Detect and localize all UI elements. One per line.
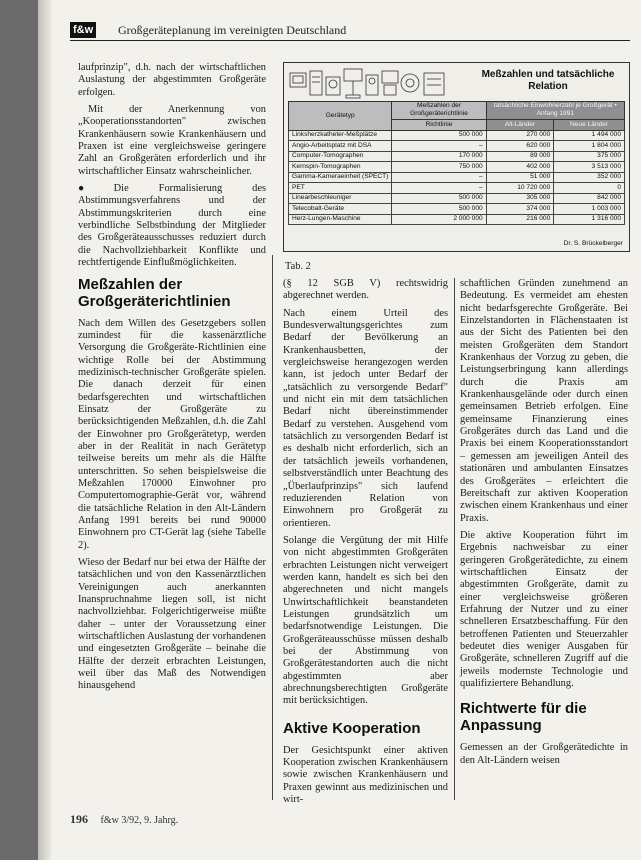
mid-paragraph-1: (§ 12 SGB V) rechtswidrig abgerechnet werden. xyxy=(283,278,448,302)
right-paragraph-3: Gemessen an der Großgerätedichte in den Alt-Ländern weisen xyxy=(460,742,628,766)
cell-device: Angio-Arbeitsplatz mit DSA xyxy=(289,141,392,152)
right-column xyxy=(460,278,628,772)
left-paragraph-1: laufprinzip", d.h. nach der wirtschaftlichen Auslastung der abgestimmten Großgeräte erfolgen. xyxy=(78,62,266,98)
running-header xyxy=(70,22,630,41)
page-spine xyxy=(38,0,52,860)
col-header-alt: Alt-Länder xyxy=(486,119,554,130)
section-heading-kooperation: Aktive Kooperation xyxy=(283,719,421,737)
cell-device: Linksherzkatheter-Meßplätze xyxy=(289,130,392,141)
table-credit: Dr. S. Brückelberger xyxy=(563,240,623,247)
left-paragraph-2: Mit der Anerkennung von „Kooperationsstandorten" zwischen Krankenhäusern sowie Krankenhäusern und Praxen ist eine vergleichsweise geringere Zahl an Großgeräten erforderlich und ihr wirtschaftlicher Einsatz wahrscheinlicher. xyxy=(78,104,266,177)
cell-alt: 620 000 xyxy=(486,141,554,152)
cell-alt: 305 000 xyxy=(486,193,554,204)
col-header-neu: Neue Länder xyxy=(554,119,625,130)
issue-info: f&w 3/92, 9. Jahrg. xyxy=(100,815,179,826)
table-row xyxy=(289,151,625,162)
table-row xyxy=(289,183,625,194)
cell-alt: 89 000 xyxy=(486,151,554,162)
cell-neu: 352 000 xyxy=(554,172,625,183)
table-row xyxy=(289,172,625,183)
table-row xyxy=(289,193,625,204)
cell-neu: 842 000 xyxy=(554,193,625,204)
middle-column xyxy=(283,278,448,811)
cell-rl: 500 000 xyxy=(392,193,486,204)
left-paragraph-3 xyxy=(78,183,266,269)
right-paragraph-1: schaftlichen Gründen zunehmend an Bedeutung. Es vermeidet am ehesten nicht bedarfsgerechte Großgeräte. Bei Einzelstandorten in Flächenstaaten ist aus der Sicht des Patienten bei den meisten Großgeräten dem Standort Krankenhaus der Vorzug zu geben, die Leistungserbringung kann allerdings durch die Praxis am Krankenhausgelände oder durch einen gemeinsamen Betrieb erfolgen. Eine gemeinsame Finanzierung eines Großgerätes durch das Land und die Praxis bei einem Kooperationsstandort – gemessen am jeweiligen Anteil des stationären und ambulanten Einsatzes des Großgerätes – erleichtert die Bereitschaft zur aktiven Kooperation zwischen einem Krankenhaus und einer Praxis. xyxy=(460,278,628,524)
cell-device: Herz-Lungen-Maschine xyxy=(289,214,392,225)
table-row xyxy=(289,204,625,215)
left-paragraph-5: Wieso der Bedarf nur bei etwa der Hälfte der tatsächlichen und von den Kassenärztlichen Vereinigungen auch anerkannten Inanspruchnahme liegen soll, ist nicht nachvollziehbar. Folgerichtigerweise müßte daher – unter der Voraussetzung einer wirtschaftlichen Auslastung der vorhandenen und eingesetzten Großgeräte – beinahe die Hälfte der derzeit erbrachten Leistungen, weil über das Maß des Notwendigen hinausgehend xyxy=(78,557,266,692)
cell-alt: 10 720 000 xyxy=(486,183,554,194)
cell-device: Computer-Tomographen xyxy=(289,151,392,162)
data-table xyxy=(288,101,625,225)
column-rule-left xyxy=(272,255,273,800)
mid-paragraph-2: Nach einem Urteil des Bundesverwaltungsgerichtes zum Bedarf der Bevölkerung an Krankenhausbetten, der vergleichsweise herangezogen werden kann, ist jedoch unter Bedarf der „tatsächlich zu versorgende Bedarf" und nicht ein mit dem tatsächlichen Bedarf nicht übereinstimmender Bedarf zu verstehen. Ausgehend vom tatsächlich zu versorgenden Bedarf ist es deshalb nicht erforderlich, sich an der tatsächlich jeweils vorhandenen, selbstverständlich unter Beachtung des „Überlaufprinzips" sich laufend reduzierenden Relation von Einwohnern pro Großgerät zu orientieren. xyxy=(283,307,448,529)
cell-alt: 402 000 xyxy=(486,162,554,173)
column-rule-right xyxy=(454,278,455,800)
cell-alt: 51 000 xyxy=(486,172,554,183)
mid-paragraph-4: Der Gesichtspunkt einer aktiven Kooperation zwischen Krankenhäusern sowie zwischen Krankenhäusern und Praxen gewinnt aus medizinischen und wirt- xyxy=(283,744,448,806)
cell-alt: 374 000 xyxy=(486,204,554,215)
cell-device: Kernspin-Tomographen xyxy=(289,162,392,173)
cell-neu: 0 xyxy=(554,183,625,194)
journal-logo: f&w xyxy=(70,22,96,38)
cell-neu: 1 003 000 xyxy=(554,204,625,215)
cell-rl: – xyxy=(392,141,486,152)
cell-neu: 3 513 000 xyxy=(554,162,625,173)
right-paragraph-2: Die aktive Kooperation führt im Ergebnis nachweisbar zu einer geringeren Großgerätedichte, zu einem wirtschaftlichen Einsatz der abgestimmten Großgeräte, damit zu einer vergleichsweise größeren Erfahrung der Nutzer und zu einer schnelleren Ersatzbeschaffung. Für den betroffenen Patienten und Steuerzahler bedeutet dies weniger Ausgaben für Großgeräte, schnelleren Zugriff auf die jeweils modernste Technologie und qualifiziertere Behandlung. xyxy=(460,529,628,689)
cell-neu: 1 316 000 xyxy=(554,214,625,225)
mid-paragraph-3: Solange die Vergütung der mit Hilfe von nicht abgestimmten Großgeräten erbrachten Leistungen nicht verweigert werden kann, handelt es sich bei den abgerechneten und nicht mangels Unwirtschaftlichkeit beanstandeten Leistungen grundsätzlich um bedarfsnotwendige Leistungen. Die Großgeräteausschüsse müssen deshalb bei der Abstimmung von Großgerätestandorten auch die nicht abgestimmten aber abrechnungsberechtigten Großgeräte mit berücksichtigen. xyxy=(283,534,448,707)
col-header-richtlinie: Richtlinie xyxy=(392,119,486,130)
table-title: Meßzahlen und tatsächliche Relation xyxy=(481,69,615,92)
cell-device: PET xyxy=(289,183,392,194)
cell-neu: 1 804 000 xyxy=(554,141,625,152)
section-heading-richtwerte: Richtwerte für die Anpassung xyxy=(460,700,587,735)
cell-rl: 750 000 xyxy=(392,162,486,173)
bullet-icon: ● xyxy=(78,183,112,195)
table-row xyxy=(289,214,625,225)
left-column xyxy=(78,62,266,698)
cell-rl: 170 000 xyxy=(392,151,486,162)
cell-rl: 2 000 000 xyxy=(392,214,486,225)
left-paragraph-3-text: Die Formalisierung des Abstimmungsverfahrens und der Abstimmungskriterien durch eine verbindliche Selbstbindung der Mitglieder des Großgeräteausschusses reduziert durch die Nachvollziehbarkeit Konflikte und rechtfertigende Einflußmöglichkeiten. xyxy=(78,183,266,269)
running-title: Großgeräteplanung im vereinigten Deutschland xyxy=(118,23,347,37)
cell-rl: 500 000 xyxy=(392,204,486,215)
medical-devices-illustration xyxy=(288,67,448,101)
cell-alt: 216 000 xyxy=(486,214,554,225)
col-header-device: Gerätetyp xyxy=(289,102,392,131)
table-caption: Tab. 2 xyxy=(285,261,311,272)
page-footer xyxy=(70,812,178,827)
table-row xyxy=(289,130,625,141)
cell-device: Linearbeschleuniger xyxy=(289,193,392,204)
cell-device: Telecobalt-Geräte xyxy=(289,204,392,215)
table-row xyxy=(289,162,625,173)
table-row xyxy=(289,141,625,152)
cell-neu: 375 000 xyxy=(554,151,625,162)
left-paragraph-4: Nach dem Willen des Gesetzgebers sollen zumindest für die kassenärztliche Versorgung die Großgeräte-Richtlinien eine wichtige Rolle bei der Abstimmung medizinisch-technischer Großgeräte spielen. Die danach derzeit für einen bedarfsgerechten und wirtschaftlichen Einsatz der Großgeräte zu berücksichtigenden Meßzahlen, d.h. die Zahl der Einwohner pro Großgerätetyp, werden aber in der Realität in nach Gerätetyp teilweise bereits um mehr als die Hälfte unterschritten. So sehen beispielsweise die Meßzahlen 170000 Einwohner pro Computertomographie-Gerät vor, während die tatsächliche Relation in den Alt-Ländern Anfang 1991 bereits bei rund 90000 Einwohnern pro CT-Gerät lag (siehe Tabelle 2). xyxy=(78,317,266,551)
cell-rl: – xyxy=(392,183,486,194)
cell-device: Gamma-Kameraeinheit (SPECT) xyxy=(289,172,392,183)
page-number: 196 xyxy=(70,812,88,826)
cell-rl: 500 000 xyxy=(392,130,486,141)
section-heading-messzahlen: Meßzahlen der Großgeräterichtlinien xyxy=(78,275,231,310)
group-header-richtlinie: Meßzahlen der Großgeräterichtlinie xyxy=(392,102,486,120)
cell-neu: 1 494 000 xyxy=(554,130,625,141)
cell-alt: 270 000 xyxy=(486,130,554,141)
group-header-actual: tatsächliche Einwohnerzahl je Großgerät • Anfang 1991 xyxy=(486,102,624,120)
cell-rl: – xyxy=(392,172,486,183)
table-2-figure xyxy=(283,62,630,252)
